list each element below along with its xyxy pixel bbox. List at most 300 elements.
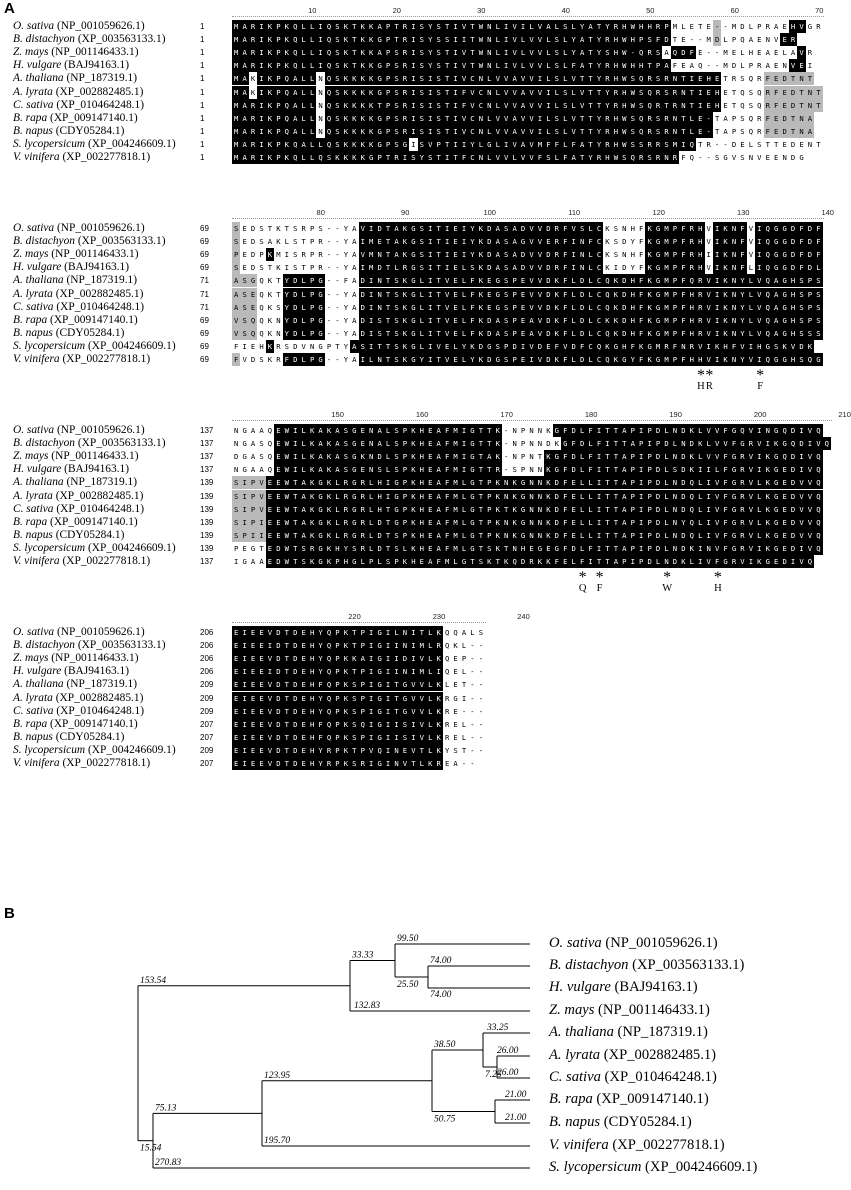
residue: V [527,261,535,274]
residue: S [342,463,350,476]
residue: S [333,20,341,33]
residue: I [679,138,687,151]
residue: K [350,151,358,164]
residue: N [392,744,400,757]
residue: N [274,327,282,340]
residue: N [375,248,383,261]
residue: T [350,744,358,757]
species-label: H. vulgare (BAJ94163.1) [13,463,130,476]
residue: G [316,353,324,366]
residue: E [443,340,451,353]
residue: K [544,450,552,463]
residue: R [764,86,772,99]
residue: A [350,340,358,353]
residue: E [426,503,434,516]
residue: P [645,450,653,463]
residue: A [435,490,443,503]
residue: L [426,639,434,652]
residue: S [662,138,670,151]
residue: N [730,327,738,340]
residue: R [527,555,535,568]
residue: T [384,353,392,366]
species-label: H. vulgare (BAJ94163.1) [13,261,130,274]
residue: K [325,490,333,503]
ruler-tick-label: 180 [584,410,598,419]
residue: K [401,301,409,314]
residue: L [561,112,569,125]
residue: W [629,86,637,99]
residue: K [367,33,375,46]
residue: D [291,731,299,744]
residue: K [426,757,434,770]
residue: E [451,288,459,301]
residue: F [688,46,696,59]
residue: L [570,327,578,340]
residue: S [232,503,240,516]
residue: N [527,437,535,450]
residue: M [721,59,729,72]
residue: L [333,490,341,503]
residue: T [283,757,291,770]
species-label: B. rapa (XP_009147140.1) [13,313,138,326]
residue: K [510,490,518,503]
residue: A [240,59,248,72]
start-position: 207 [200,719,214,729]
residue: L [662,516,670,529]
residue: L [367,490,375,503]
residue: P [629,516,637,529]
residue: V [713,503,721,516]
residue: C [468,72,476,85]
residue: G [316,529,324,542]
residue: V [527,151,535,164]
residue: K [350,72,358,85]
residue: H [603,151,611,164]
residue: H [713,86,721,99]
residue: T [612,463,620,476]
residue: G [721,151,729,164]
residue: P [502,340,510,353]
residue: L [308,138,316,151]
residue: S [316,222,324,235]
residue: H [612,72,620,85]
residue: S [738,125,746,138]
residue: V [367,744,375,757]
residue: L [705,437,713,450]
sequence [232,450,823,463]
species-label: A. thaliana (NP_187319.1) [13,274,138,287]
residue: E [300,652,308,665]
residue: K [249,72,257,85]
sequence [232,222,823,235]
residue: T [477,437,485,450]
residue: L [586,476,594,489]
branch-length-label: 195.70 [264,1136,291,1146]
residue: A [494,222,502,235]
residue: L [367,542,375,555]
residue: I [316,46,324,59]
residue: E [780,99,788,112]
residue: V [409,744,417,757]
residue: I [384,678,392,691]
residue: I [240,516,248,529]
residue: D [654,424,662,437]
residue: R [249,46,257,59]
residue: T [477,503,485,516]
residue: M [662,261,670,274]
residue: I [637,424,645,437]
residue: F [561,235,569,248]
start-position: 1 [200,126,205,136]
residue: D [485,235,493,248]
residue: D [519,248,527,261]
residue: I [595,424,603,437]
residue: Q [671,46,679,59]
sequence [232,437,831,450]
residue: C [468,125,476,138]
residue: G [316,503,324,516]
ruler-tick-label: 30 [477,6,486,15]
residue: - [477,744,485,757]
tree-taxon-label: A. lyrata (XP_002882485.1) [549,1047,717,1063]
residue: N [485,46,493,59]
residue: P [308,327,316,340]
branch-length-label: 99.50 [397,934,419,944]
residue: R [612,86,620,99]
residue: I [240,626,248,639]
residue: P [629,463,637,476]
residue: A [527,327,535,340]
residue: V [536,353,544,366]
residue: L [418,288,426,301]
residue: I [367,327,375,340]
residue: E [451,222,459,235]
species-label: Z. mays (NP_001146433.1) [13,46,139,59]
residue: P [240,529,248,542]
residue: K [359,138,367,151]
residue: V [527,59,535,72]
residue: Q [257,288,265,301]
residue: I [367,222,375,235]
residue: D [789,476,797,489]
residue: R [738,463,746,476]
residue: P [730,112,738,125]
residue: A [460,626,468,639]
residue: V [721,437,729,450]
residue: N [375,274,383,287]
residue: - [477,692,485,705]
residue: I [367,705,375,718]
residue: I [257,86,265,99]
sequence [232,705,485,718]
species-label: V. vinifera (XP_002277818.1) [13,353,151,365]
residue: S [232,235,240,248]
residue: K [401,235,409,248]
residue: G [350,463,358,476]
residue: T [586,125,594,138]
residue: E [232,705,240,718]
residue: L [553,99,561,112]
residue: K [325,476,333,489]
residue: T [443,46,451,59]
residue: L [586,222,594,235]
residue: S [240,327,248,340]
residue: R [645,46,653,59]
residue: V [705,424,713,437]
residue: I [443,222,451,235]
species-label: B. rapa (XP_009147140.1) [13,717,138,730]
residue: R [325,744,333,757]
residue: L [460,314,468,327]
residue: V [713,450,721,463]
residue: K [342,692,350,705]
residue: T [477,490,485,503]
residue: P [359,692,367,705]
residue: A [510,222,518,235]
residue: I [502,46,510,59]
residue: K [325,424,333,437]
residue: K [645,327,653,340]
residue: S [435,33,443,46]
residue: P [232,542,240,555]
residue: I [536,72,544,85]
residue: Q [823,437,831,450]
residue: S [435,20,443,33]
residue: T [772,138,780,151]
residue: P [401,437,409,450]
start-position: 71 [200,289,209,299]
sequence [232,652,485,665]
residue: Q [603,327,611,340]
start-position: 1 [200,100,205,110]
residue: S [375,327,383,340]
residue: E [780,86,788,99]
residue: L [333,529,341,542]
residue: I [283,248,291,261]
residue: V [705,314,713,327]
residue: I [257,112,265,125]
residue: I [705,248,713,261]
residue: K [603,222,611,235]
residue: A [333,437,341,450]
residue: H [308,731,316,744]
start-position: 209 [200,745,214,755]
residue: D [570,463,578,476]
residue: K [477,261,485,274]
residue: R [755,72,763,85]
residue: S [612,222,620,235]
residue: E [780,503,788,516]
residue: T [384,327,392,340]
sequence [232,301,823,314]
residue: K [274,222,282,235]
residue: Q [325,72,333,85]
residue: T [451,151,459,164]
residue: F [561,463,569,476]
residue: E [451,731,459,744]
residue: G [375,665,383,678]
residue: P [333,744,341,757]
residue: Q [257,327,265,340]
residue: A [510,248,518,261]
residue: L [696,516,704,529]
residue: - [502,424,510,437]
residue: L [747,327,755,340]
residue: V [789,340,797,353]
residue: M [451,424,459,437]
residue: S [814,274,822,287]
residue: S [451,744,459,757]
residue: I [384,744,392,757]
residue: D [553,476,561,489]
residue: P [671,314,679,327]
residue: M [232,151,240,164]
residue: L [460,503,468,516]
residue: I [713,261,721,274]
residue: L [460,353,468,366]
residue: I [257,72,265,85]
residue: T [620,437,628,450]
ruler-tick-label: 120 [652,208,665,217]
residue: V [738,340,746,353]
residue: I [443,235,451,248]
residue: E [300,718,308,731]
residue: E [688,20,696,33]
residue: L [696,529,704,542]
residue: E [232,678,240,691]
residue: F [561,274,569,287]
residue: - [468,744,476,757]
residue: L [367,353,375,366]
sequence [232,542,823,555]
residue: L [570,555,578,568]
residue: L [570,301,578,314]
residue: - [325,314,333,327]
residue: Q [603,288,611,301]
residue: G [316,490,324,503]
residue: L [308,46,316,59]
residue: V [705,301,713,314]
residue: L [443,678,451,691]
residue: V [747,529,755,542]
residue: S [392,72,400,85]
residue: L [544,112,552,125]
residue: P [629,503,637,516]
residue: T [350,639,358,652]
residue: L [561,138,569,151]
residue: N [679,437,687,450]
residue: D [662,33,670,46]
residue: A [620,463,628,476]
residue: D [789,261,797,274]
residue: K [477,288,485,301]
species-label: Z. mays (NP_001146433.1) [13,248,139,261]
residue: P [671,274,679,287]
residue: P [308,261,316,274]
residue: R [654,99,662,112]
residue: K [359,125,367,138]
residue: V [527,125,535,138]
residue: E [249,692,257,705]
residue: E [570,490,578,503]
residue: Q [603,274,611,287]
residue: N [316,72,324,85]
residue: I [266,639,274,652]
residue: R [730,555,738,568]
residue: K [645,222,653,235]
residue: T [679,125,687,138]
residue: E [451,248,459,261]
ruler-tick-label: 170 [500,410,513,419]
residue: A [359,652,367,665]
residue: D [679,450,687,463]
residue: P [671,301,679,314]
sequence [232,314,823,327]
residue: A [772,314,780,327]
residue: S [392,463,400,476]
residue: G [494,288,502,301]
residue: F [561,516,569,529]
residue: V [806,424,814,437]
residue: G [460,555,468,568]
residue: I [797,463,805,476]
residue: A [772,301,780,314]
residue: I [392,731,400,744]
residue: T [797,86,805,99]
residue: A [620,490,628,503]
residue: A [333,424,341,437]
residue: F [561,151,569,164]
residue: A [232,288,240,301]
residue: A [620,424,628,437]
residue: N [797,112,805,125]
residue: L [570,99,578,112]
residue: - [333,222,341,235]
residue: F [468,301,476,314]
residue: E [755,33,763,46]
residue: T [586,33,594,46]
residue: F [671,340,679,353]
residue: D [485,222,493,235]
residue: G [375,33,383,46]
residue: A [578,33,586,46]
residue: I [713,353,721,366]
residue: I [797,542,805,555]
residue: I [755,261,763,274]
start-position: 1 [200,153,205,162]
residue: E [240,222,248,235]
residue: Q [325,665,333,678]
residue: K [544,516,552,529]
residue: G [553,450,561,463]
residue: S [435,72,443,85]
residue: G [780,301,788,314]
residue: V [527,99,535,112]
residue: N [392,757,400,770]
residue: D [789,151,797,164]
branch-length-label: 123.95 [264,1070,291,1081]
residue: P [274,72,282,85]
residue: L [426,652,434,665]
residue: S [232,476,240,489]
alignment-row [0,424,849,437]
residue: G [553,424,561,437]
residue: T [730,99,738,112]
residue: A [240,46,248,59]
residue: P [384,20,392,33]
residue: F [797,248,805,261]
residue: G [654,235,662,248]
